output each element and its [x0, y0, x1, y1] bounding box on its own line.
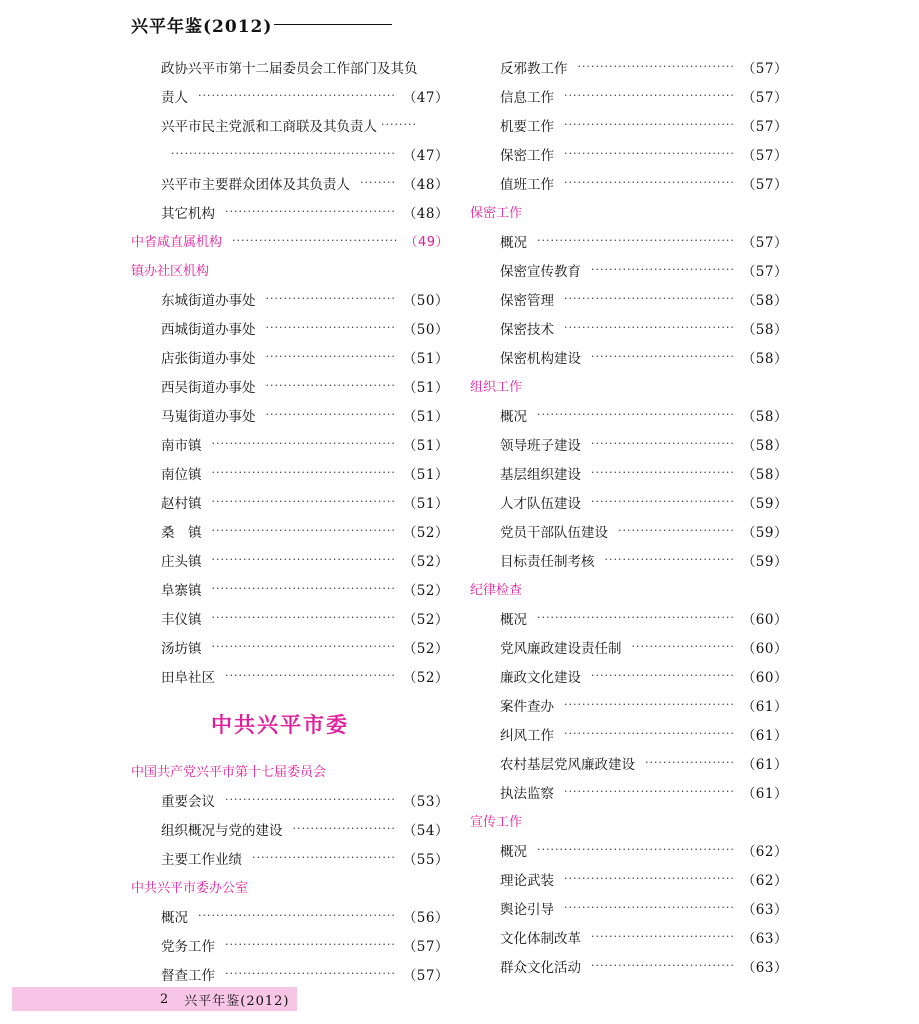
toc-leader-dots — [591, 467, 736, 478]
toc-leader-dots — [564, 90, 736, 101]
toc-section-heading — [470, 197, 788, 226]
header-rule — [274, 24, 392, 25]
toc-page-number: （57） — [741, 176, 788, 193]
toc-entry[interactable] — [470, 458, 788, 487]
toc-page-number: （57） — [402, 967, 449, 984]
toc-entry-label: 中国共产党兴平市第十七届委员会 — [131, 765, 327, 780]
toc-leader-dots — [212, 612, 397, 623]
toc-page-number: （51） — [402, 408, 449, 425]
toc-entry[interactable] — [470, 690, 788, 719]
toc-entry-label: 阜寨镇 — [161, 582, 202, 599]
toc-page-number: （59） — [741, 495, 788, 512]
toc-entry[interactable] — [470, 284, 788, 313]
toc-entry[interactable] — [131, 342, 449, 371]
toc-section-heading — [470, 574, 788, 603]
toc-leader-dots — [293, 823, 397, 834]
toc-page-number: （58） — [741, 292, 788, 309]
toc-page-number: （51） — [402, 466, 449, 483]
toc-page-number: （52） — [402, 582, 449, 599]
toc-leader-dots — [564, 902, 736, 913]
toc-page-number: （52） — [402, 669, 449, 686]
toc-entry-label: 督查工作 — [161, 967, 215, 984]
toc-entry-label: 中共兴平市委办公室 — [131, 881, 249, 896]
toc-entry[interactable] — [131, 458, 449, 487]
toc-entry[interactable] — [470, 748, 788, 777]
toc-leader-dots — [232, 235, 398, 246]
toc-entry[interactable] — [470, 487, 788, 516]
toc-entry-label: 反邪教工作 — [500, 60, 568, 77]
toc-page-number: （48） — [402, 205, 449, 222]
toc-page-number: （61） — [741, 785, 788, 802]
toc-entry-label: 舆论引导 — [500, 901, 554, 918]
toc-leader-dots — [645, 757, 736, 768]
toc-page-number: （50） — [402, 292, 449, 309]
toc-leader-dots — [564, 293, 736, 304]
toc-entry-label: 概况 — [500, 408, 527, 425]
toc-page-number: （63） — [741, 901, 788, 918]
toc-entry[interactable] — [470, 255, 788, 284]
toc-entry-label: 概况 — [500, 234, 527, 251]
footer-page-number: 2 — [160, 991, 169, 1007]
toc-left-block-1 — [131, 52, 449, 690]
toc-page-number: （55） — [402, 851, 449, 868]
toc-entry[interactable] — [131, 603, 449, 632]
toc-entry[interactable] — [470, 429, 788, 458]
toc-entry-label: 保密技术 — [500, 321, 554, 338]
toc-entry-label: 南市镇 — [161, 437, 202, 454]
toc-leader-dots — [591, 496, 736, 507]
toc-entry-label: 西城街道办事处 — [161, 321, 256, 338]
toc-entry-label: 政协兴平市第十二届委员会工作部门及其负 — [161, 60, 418, 77]
toc-leader-dots — [591, 931, 736, 942]
toc-page-number: （61） — [741, 727, 788, 744]
toc-entry-label: 值班工作 — [500, 176, 554, 193]
toc-page-number: （47） — [402, 147, 449, 164]
toc-entry-label: 镇办社区机构 — [131, 264, 210, 279]
toc-entry[interactable] — [131, 574, 449, 603]
toc-entry[interactable] — [131, 516, 449, 545]
toc-entry[interactable] — [470, 400, 788, 429]
toc-entry-label: 重要会议 — [161, 793, 215, 810]
toc-entry[interactable] — [131, 429, 449, 458]
toc-entry-label: 组织工作 — [470, 380, 523, 395]
toc-entry-label: 西吴街道办事处 — [161, 379, 256, 396]
toc-entry-label: 兴平市民主党派和工商联及其负责人 — [161, 118, 377, 135]
toc-page-number: （58） — [741, 321, 788, 338]
toc-entry[interactable] — [131, 284, 449, 313]
toc-section-heading — [131, 872, 449, 901]
toc-leader-dots — [564, 728, 736, 739]
toc-leader-dots — [212, 583, 397, 594]
toc-entry-label: 店张街道办事处 — [161, 350, 256, 367]
toc-page-number: （56） — [402, 909, 449, 926]
toc-page-number: （49） — [404, 235, 449, 250]
toc-page-number: （57） — [741, 89, 788, 106]
toc-leader-dots — [564, 322, 736, 333]
toc-leader-dots — [266, 409, 397, 420]
toc-entry[interactable] — [470, 719, 788, 748]
toc-leader-dots — [266, 380, 397, 391]
toc-leader-dots — [212, 554, 397, 565]
toc-leader-dots — [564, 177, 736, 188]
toc-entry-label: 东城街道办事处 — [161, 292, 256, 309]
toc-leader-dots — [266, 322, 397, 333]
toc-entry[interactable] — [131, 814, 449, 843]
toc-section-heading — [131, 756, 449, 785]
toc-page-number: （57） — [741, 263, 788, 280]
toc-page-number: （48） — [402, 176, 449, 193]
toc-entry-label: 领导班子建设 — [500, 437, 581, 454]
toc-entry-label: 其它机构 — [161, 205, 215, 222]
toc-entry[interactable] — [131, 371, 449, 400]
toc-entry-label: 机要工作 — [500, 118, 554, 135]
toc-page-number: （58） — [741, 350, 788, 367]
toc-entry[interactable] — [131, 785, 449, 814]
toc-leader-dots — [360, 177, 397, 188]
toc-page-number: （57） — [402, 938, 449, 955]
toc-leader-dots — [537, 409, 736, 420]
toc-leader-dots — [198, 910, 397, 921]
toc-entry-label: 纪律检查 — [470, 583, 523, 598]
toc-page-number: （53） — [402, 793, 449, 810]
toc-entry[interactable] — [131, 930, 449, 959]
toc-page-number: （47） — [402, 89, 449, 106]
toc-entry — [131, 52, 449, 81]
toc-left-block-2 — [131, 756, 449, 988]
toc-leader-trail: ········ — [381, 118, 417, 131]
toc-entry[interactable] — [131, 197, 449, 226]
toc-section-heading — [470, 806, 788, 835]
toc-leader-dots — [171, 148, 397, 159]
toc-entry[interactable] — [131, 168, 449, 197]
toc-leader-dots — [225, 939, 397, 950]
toc-page-number: （63） — [741, 959, 788, 976]
toc-entry[interactable] — [470, 893, 788, 922]
part-title: 中共兴平市委 — [211, 712, 349, 737]
toc-right-block — [470, 52, 788, 980]
toc-entry[interactable] — [131, 632, 449, 661]
toc-page-number: （57） — [741, 118, 788, 135]
toc-entry[interactable] — [470, 52, 788, 81]
toc-leader-dots — [212, 467, 397, 478]
toc-entry[interactable] — [470, 864, 788, 893]
toc-page-number: （60） — [741, 611, 788, 628]
toc-entry-label: 汤坊镇 — [161, 640, 202, 657]
toc-entry[interactable] — [131, 661, 449, 690]
toc-entry-label: 兴平市主要群众团体及其负责人 — [161, 176, 350, 193]
toc-entry-label: 概况 — [500, 843, 527, 860]
running-header — [131, 12, 392, 36]
toc-leader-dots — [537, 844, 736, 855]
toc-leader-dots — [537, 612, 736, 623]
toc-entry-label: 保密工作 — [500, 147, 554, 164]
toc-entry-label: 目标责任制考核 — [500, 553, 595, 570]
toc-leader-dots — [564, 786, 736, 797]
toc-leader-dots — [591, 264, 736, 275]
toc-entry-label: 保密管理 — [500, 292, 554, 309]
toc-entry[interactable] — [470, 110, 788, 139]
toc-entry-label: 党员干部队伍建设 — [500, 524, 608, 541]
toc-entry[interactable] — [470, 922, 788, 951]
toc-page-number: （58） — [741, 466, 788, 483]
toc-entry-label: 南位镇 — [161, 466, 202, 483]
toc-entry[interactable] — [470, 603, 788, 632]
toc-entry[interactable] — [470, 342, 788, 371]
toc-entry-label: 廉政文化建设 — [500, 669, 581, 686]
toc-leader-dots — [252, 852, 397, 863]
toc-leader-dots — [212, 525, 397, 536]
toc-leader-dots — [198, 90, 397, 101]
toc-leader-dots — [564, 699, 736, 710]
toc-entry[interactable] — [131, 901, 449, 930]
toc-entry-label: 田阜社区 — [161, 669, 215, 686]
toc-entry-label: 党务工作 — [161, 938, 215, 955]
toc-entry-label: 执法监察 — [500, 785, 554, 802]
toc-entry[interactable] — [470, 313, 788, 342]
toc-leader-dots — [591, 960, 736, 971]
toc-entry-label: 责人 — [161, 89, 188, 106]
toc-page-number: （57） — [741, 60, 788, 77]
toc-section-heading — [470, 371, 788, 400]
toc-page-number: （58） — [741, 408, 788, 425]
toc-leader-dots — [537, 235, 736, 246]
toc-page-number: （57） — [741, 147, 788, 164]
toc-entry[interactable] — [470, 226, 788, 255]
toc-entry[interactable] — [131, 843, 449, 872]
toc-section-heading[interactable] — [131, 226, 449, 255]
toc-entry — [131, 110, 449, 139]
toc-entry-label: 保密机构建设 — [500, 350, 581, 367]
toc-page-number: （52） — [402, 611, 449, 628]
toc-entry[interactable] — [470, 777, 788, 806]
toc-leader-dots — [564, 119, 736, 130]
toc-entry[interactable] — [131, 400, 449, 429]
toc-page-number: （52） — [402, 524, 449, 541]
toc-entry-label: 概况 — [500, 611, 527, 628]
toc-entry[interactable] — [470, 139, 788, 168]
toc-entry[interactable] — [470, 81, 788, 110]
toc-entry-label: 保密工作 — [470, 206, 523, 221]
toc-page-number: （54） — [402, 822, 449, 839]
toc-entry[interactable] — [131, 313, 449, 342]
toc-entry-label: 庄头镇 — [161, 553, 202, 570]
toc-entry[interactable] — [131, 545, 449, 574]
toc-entry-label: 人才队伍建设 — [500, 495, 581, 512]
toc-page-number: （61） — [741, 698, 788, 715]
toc-page-number: （57） — [741, 234, 788, 251]
toc-entry-label: 纠风工作 — [500, 727, 554, 744]
toc-page-number: （63） — [741, 930, 788, 947]
toc-leader-dots — [212, 641, 397, 652]
toc-page-number: （61） — [741, 756, 788, 773]
toc-leader-dots — [605, 554, 736, 565]
toc-entry[interactable] — [470, 168, 788, 197]
toc-leader-dots — [212, 496, 397, 507]
toc-entry-label: 中省咸直属机构 — [131, 235, 223, 250]
toc-page-number: （51） — [402, 437, 449, 454]
toc-entry[interactable] — [470, 545, 788, 574]
toc-entry-label: 党风廉政建设责任制 — [500, 640, 622, 657]
toc-entry-label: 丰仪镇 — [161, 611, 202, 628]
toc-leader-dots — [212, 438, 397, 449]
toc-leader-dots — [266, 293, 397, 304]
toc-entry-label: 信息工作 — [500, 89, 554, 106]
toc-entry-label: 农村基层党风廉政建设 — [500, 756, 635, 773]
toc-entry-label: 组织概况与党的建设 — [161, 822, 283, 839]
toc-page-number: （62） — [741, 872, 788, 889]
toc-entry[interactable] — [470, 661, 788, 690]
toc-page-number: （59） — [741, 524, 788, 541]
toc-entry-label: 赵村镇 — [161, 495, 202, 512]
toc-entry[interactable] — [470, 632, 788, 661]
toc-page-number: （59） — [741, 553, 788, 570]
toc-entry[interactable] — [131, 139, 449, 168]
toc-leader-dots — [618, 525, 736, 536]
toc-entry[interactable] — [131, 81, 449, 110]
toc-entry[interactable] — [470, 835, 788, 864]
toc-leader-dots — [225, 206, 397, 217]
toc-entry-label: 文化体制改革 — [500, 930, 581, 947]
toc-entry-label: 理论武装 — [500, 872, 554, 889]
toc-page-number: （50） — [402, 321, 449, 338]
toc-left-column — [131, 52, 449, 988]
toc-page-number: （58） — [741, 437, 788, 454]
toc-entry[interactable] — [470, 516, 788, 545]
toc-entry-label: 桑 镇 — [161, 524, 202, 541]
toc-entry-label: 宣传工作 — [470, 815, 523, 830]
toc-entry-label: 群众文化活动 — [500, 959, 581, 976]
toc-entry-label: 概况 — [161, 909, 188, 926]
toc-entry-label: 保密宣传教育 — [500, 263, 581, 280]
toc-page-number: （52） — [402, 553, 449, 570]
header-title: 兴平年鉴(2012) — [131, 16, 273, 37]
toc-page-number: （51） — [402, 495, 449, 512]
toc-leader-dots — [564, 873, 736, 884]
toc-entry-label: 基层组织建设 — [500, 466, 581, 483]
toc-leader-dots — [225, 794, 397, 805]
toc-entry-label: 马嵬街道办事处 — [161, 408, 256, 425]
toc-page-number: （51） — [402, 379, 449, 396]
toc-leader-dots — [578, 61, 736, 72]
toc-right-column — [470, 52, 788, 980]
toc-page-number: （52） — [402, 640, 449, 657]
toc-leader-dots — [225, 968, 397, 979]
toc-entry-label: 案件查办 — [500, 698, 554, 715]
toc-page-number: （60） — [741, 669, 788, 686]
toc-entry[interactable] — [131, 487, 449, 516]
toc-page-number: （51） — [402, 350, 449, 367]
toc-entry-label: 主要工作业绩 — [161, 851, 242, 868]
toc-leader-dots — [591, 351, 736, 362]
toc-leader-dots — [225, 670, 397, 681]
toc-leader-dots — [564, 148, 736, 159]
toc-entry[interactable] — [470, 951, 788, 980]
toc-leader-dots — [266, 351, 397, 362]
toc-page-number: （62） — [741, 843, 788, 860]
toc-leader-dots — [632, 641, 736, 652]
toc-leader-dots — [591, 670, 736, 681]
toc-entry[interactable] — [131, 959, 449, 988]
footer-title: 兴平年鉴(2012) — [184, 993, 290, 1009]
toc-leader-dots — [591, 438, 736, 449]
toc-section-heading — [131, 255, 449, 284]
toc-page-number: （60） — [741, 640, 788, 657]
footer-band — [12, 987, 297, 1011]
